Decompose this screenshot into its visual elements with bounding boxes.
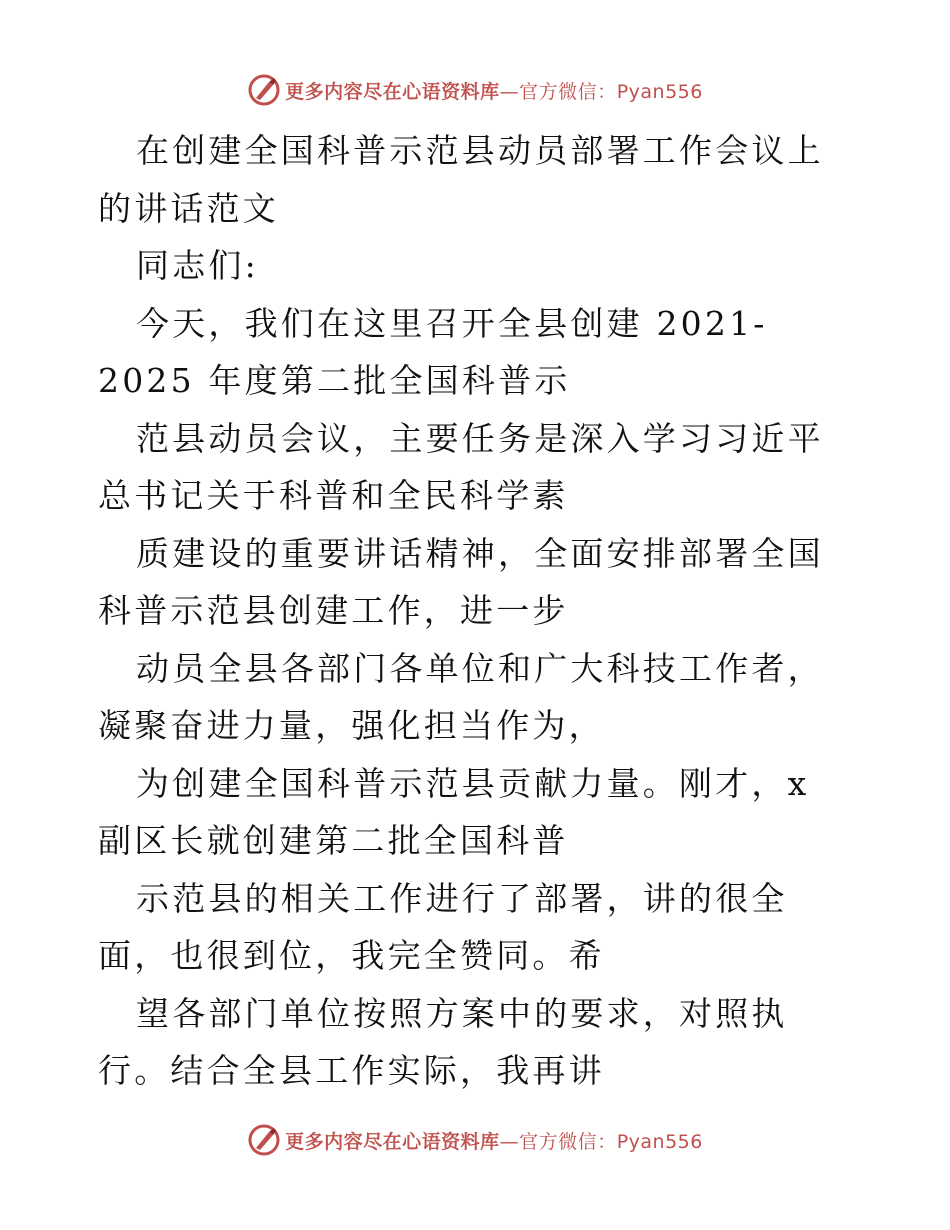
banner-text (285, 1127, 703, 1154)
body-paragraph: 质建设的重要讲话精神，全面安排部署全国科普示范县创建工作，进一步 (98, 533, 824, 630)
banner-wechat-id: Pyan556 (616, 80, 703, 103)
banner-dash: — (499, 1130, 520, 1153)
quill-pen-logo-icon (247, 1123, 281, 1157)
banner-wechat-label: 官方微信： (519, 1130, 617, 1153)
banner-dash: — (499, 80, 520, 103)
header-banner (0, 70, 950, 110)
document-title: 在创建全国科普示范县动员部署工作会议上的讲话范文 (98, 131, 824, 228)
quill-pen-logo-icon (247, 73, 281, 107)
salutation: 同志们: (136, 246, 259, 285)
footer-banner (0, 1120, 950, 1160)
body-paragraph: 望各部门单位按照方案中的要求，对照执行。结合全县工作实际，我再讲 (98, 993, 788, 1090)
body-paragraph: 今天，我们在这里召开全县创建 2021-2025 年度第二批全国科普示 (98, 303, 768, 400)
banner-main-text: 更多内容尽在心语资料库 (285, 80, 500, 103)
document-body (98, 122, 858, 1100)
banner-text (285, 77, 703, 104)
banner-main-text: 更多内容尽在心语资料库 (285, 1130, 500, 1153)
body-paragraph: 示范县的相关工作进行了部署，讲的很全面，也很到位，我完全赞同。希 (98, 878, 788, 975)
body-paragraph: 为创建全国科普示范县贡献力量。刚才，x 副区长就创建第二批全国科普 (98, 763, 810, 860)
banner-wechat-label: 官方微信： (519, 80, 617, 103)
body-paragraph: 范县动员会议，主要任务是深入学习习近平总书记关于科普和全民科学素 (98, 418, 824, 515)
body-paragraph: 动员全县各部门各单位和广大科技工作者，凝聚奋进力量，强化担当作为， (98, 648, 824, 745)
banner-wechat-id: Pyan556 (616, 1130, 703, 1153)
